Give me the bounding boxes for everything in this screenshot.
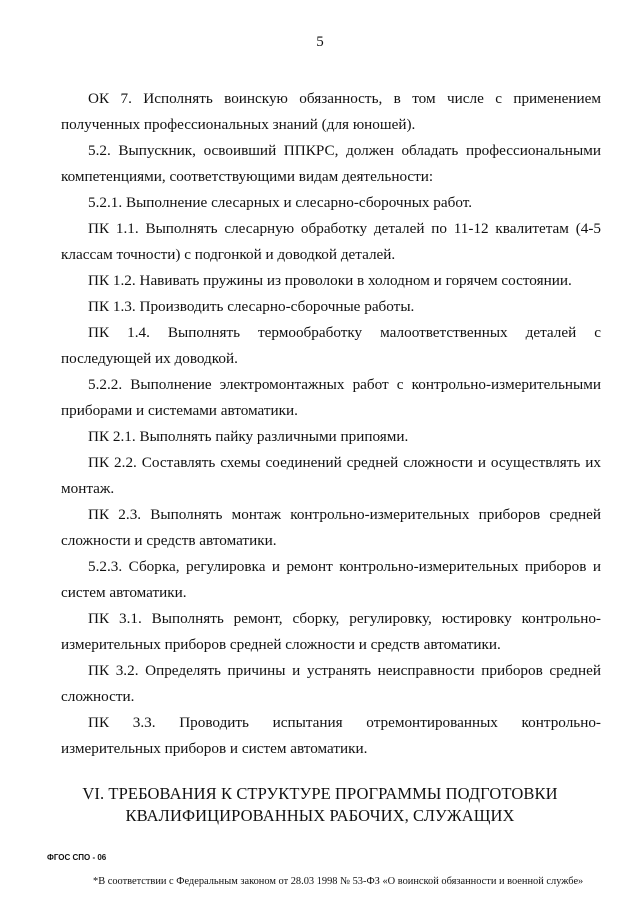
- document-body: [61, 86, 601, 762]
- footer-code: ФГОС СПО - 06: [47, 853, 107, 862]
- paragraph-pk-2-1: ПК 2.1. Выполнять пайку различными припоями.: [88, 428, 409, 445]
- paragraph-pk-1-2: ПК 1.2. Навивать пружины из проволоки в холодном и горячем состоянии.: [88, 272, 572, 289]
- paragraph-5-2-1: 5.2.1. Выполнение слесарных и слесарно-сборочных работ.: [88, 194, 473, 211]
- paragraph-pk-2-3: ПК 2.3. Выполнять монтаж контрольно-измерительных приборов средней сложности и средств автоматики.: [61, 506, 601, 549]
- section-heading-line2: КВАЛИФИЦИРОВАННЫХ РАБОЧИХ, СЛУЖАЩИХ: [125, 806, 515, 825]
- paragraph-5-2-3: 5.2.3. Сборка, регулировка и ремонт контрольно-измерительных приборов и систем автоматики.: [61, 558, 601, 601]
- section-heading: [0, 783, 640, 827]
- paragraph-pk-2-2: ПК 2.2. Составлять схемы соединений средней сложности и осуществлять их монтаж.: [61, 454, 601, 497]
- paragraph-pk-1-1: ПК 1.1. Выполнять слесарную обработку деталей по 11-12 квалитетам (4-5 классам точности) с подгонкой и доводкой деталей.: [61, 220, 601, 263]
- footnote: *В соответствии с Федеральным законом от 28.03 1998 № 53-ФЗ «О воинской обязанности и военной службе»: [93, 876, 584, 887]
- section-heading-line1: VI. ТРЕБОВАНИЯ К СТРУКТУРЕ ПРОГРАММЫ ПОДГОТОВКИ: [82, 784, 558, 803]
- paragraph-pk-3-1: ПК 3.1. Выполнять ремонт, сборку, регулировку, юстировку контрольно-измерительных приборов средней сложности и средств автоматики.: [61, 610, 601, 653]
- paragraph-ok7: ОК 7. Исполнять воинскую обязанность, в том числе с применением полученных профессиональных знаний (для юношей).: [61, 90, 601, 133]
- paragraph-pk-1-3: ПК 1.3. Производить слесарно-сборочные работы.: [88, 298, 415, 315]
- paragraph-pk-1-4: ПК 1.4. Выполнять термообработку малоответственных деталей с последующей их доводкой.: [61, 324, 601, 367]
- paragraph-5-2: 5.2. Выпускник, освоивший ППКРС, должен обладать профессиональными компетенциями, соответствующими видам деятельности:: [61, 142, 601, 185]
- page-number: 5: [316, 34, 324, 50]
- paragraph-pk-3-2: ПК 3.2. Определять причины и устранять неисправности приборов средней сложности.: [61, 662, 601, 705]
- paragraph-pk-3-3: ПК 3.3. Проводить испытания отремонтированных контрольно-измерительных приборов и систем автоматики.: [61, 714, 601, 757]
- paragraph-5-2-2: 5.2.2. Выполнение электромонтажных работ с контрольно-измерительными приборами и системами автоматики.: [61, 376, 601, 419]
